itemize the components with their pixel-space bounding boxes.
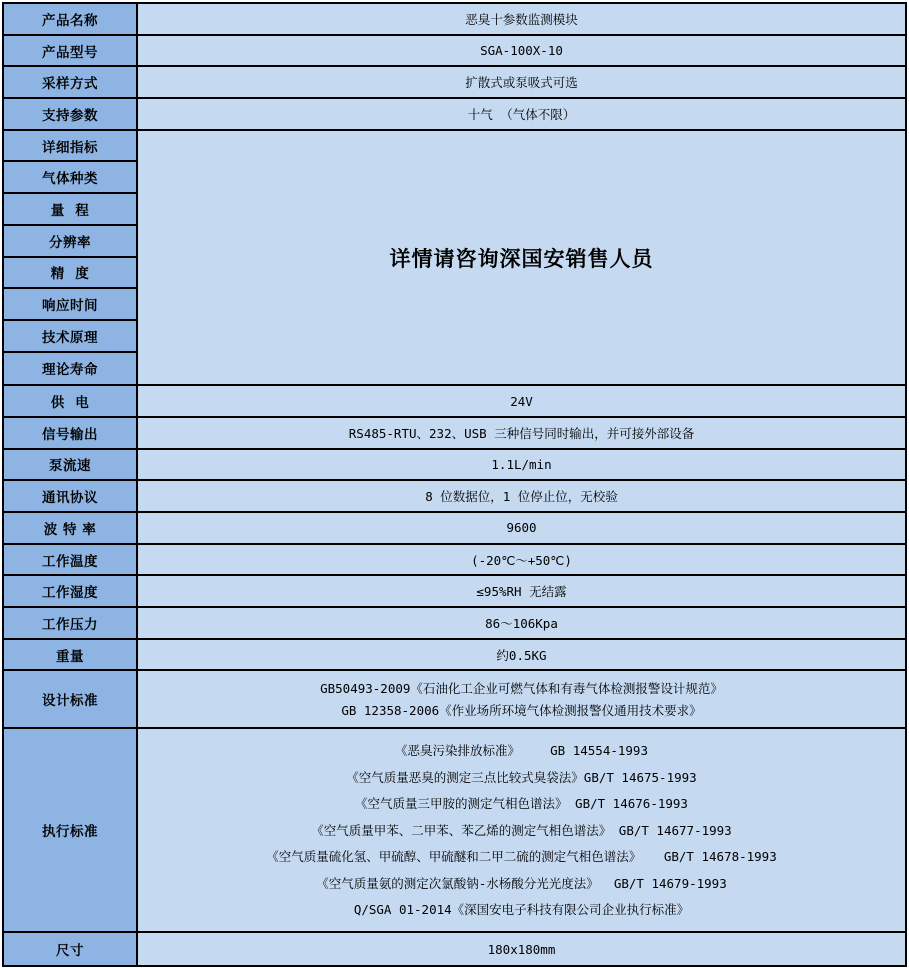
spec-label-merged-6: 技术原理	[4, 321, 136, 353]
spec-label-merged-0: 详细指标	[4, 131, 136, 163]
spec-value-product-name: 恶臭十参数监测模块	[138, 4, 905, 34]
spec-value-dimensions: 180x180mm	[138, 933, 905, 965]
spec-label-merged-1: 气体种类	[4, 162, 136, 194]
spec-value-product-model: SGA-100X-10	[138, 36, 905, 66]
spec-label-merged-2: 量 程	[4, 194, 136, 226]
spec-value-work-pressure: 86～106Kpa	[138, 608, 905, 638]
spec-label-work-temp: 工作温度	[4, 545, 138, 575]
spec-value-pump-flow: 1.1L/min	[138, 450, 905, 480]
spec-label-exec-standard: 执行标准	[4, 729, 138, 931]
spec-label-work-pressure: 工作压力	[4, 608, 138, 638]
standard-line: GB 12358-2006《作业场所环境气体检测报警仪通用技术要求》	[341, 702, 702, 718]
row-supported-params	[4, 99, 905, 131]
spec-label-pump-flow: 泵流速	[4, 450, 138, 480]
row-work-pressure	[4, 608, 905, 640]
spec-label-work-humidity: 工作湿度	[4, 576, 138, 606]
spec-label-dimensions: 尺寸	[4, 933, 138, 965]
spec-value-supported-params: 十气 （气体不限）	[138, 99, 905, 129]
row-sampling-method	[4, 67, 905, 99]
standard-line: GB50493-2009《石油化工企业可燃气体和有毒气体检测报警设计规范》	[320, 680, 723, 696]
standard-line: 《恶臭污染排放标准》 GB 14554-1993	[395, 743, 648, 759]
row-weight	[4, 640, 905, 672]
spec-value-weight: 约0.5KG	[138, 640, 905, 670]
spec-value-baud-rate: 9600	[138, 513, 905, 543]
row-work-humidity	[4, 576, 905, 608]
spec-value-signal-output: RS485-RTU、232、USB 三种信号同时输出，并可接外部设备	[138, 418, 905, 448]
spec-value-protocol: 8 位数据位，1 位停止位，无校验	[138, 481, 905, 511]
spec-label-merged-3: 分辨率	[4, 226, 136, 258]
spec-label-merged-4: 精 度	[4, 258, 136, 290]
row-dimensions	[4, 933, 905, 965]
standard-line: 《空气质量恶臭的测定三点比较式臭袋法》GB/T 14675-1993	[346, 769, 697, 785]
spec-label-baud-rate: 波 特 率	[4, 513, 138, 543]
spec-label-power-supply: 供 电	[4, 386, 138, 416]
spec-label-merged-7: 理论寿命	[4, 353, 136, 385]
spec-value-design-standard	[138, 671, 905, 727]
spec-label-merged-5: 响应时间	[4, 289, 136, 321]
spec-value-work-temp: (-20℃～+50℃)	[138, 545, 905, 575]
standard-line: 《空气质量甲苯、二甲苯、苯乙烯的测定气相色谱法》 GB/T 14677-1993	[311, 822, 732, 838]
product-spec-table	[2, 2, 907, 967]
spec-label-product-name: 产品名称	[4, 4, 138, 34]
spec-label-design-standard: 设计标准	[4, 671, 138, 727]
row-exec-standard	[4, 729, 905, 933]
spec-value-exec-standard	[138, 729, 905, 931]
row-power-supply	[4, 386, 905, 418]
standard-line: Q/SGA 01-2014《深国安电子科技有限公司企业执行标准》	[353, 902, 690, 917]
spec-label-signal-output: 信号输出	[4, 418, 138, 448]
row-signal-output	[4, 418, 905, 450]
spec-value-power-supply: 24V	[138, 386, 905, 416]
spec-label-protocol: 通讯协议	[4, 481, 138, 511]
spec-value-work-humidity: ≤95%RH 无结露	[138, 576, 905, 606]
standard-line: 《空气质量三甲胺的测定气相色谱法》 GB/T 14676-1993	[355, 796, 688, 812]
standard-line: 《空气质量硫化氢、甲硫醇、甲硫醚和二甲二硫的测定气相色谱法》 GB/T 14678-1993	[266, 849, 777, 865]
row-product-model	[4, 36, 905, 68]
merged-label-column	[4, 131, 138, 385]
spec-label-supported-params: 支持参数	[4, 99, 138, 129]
row-protocol	[4, 481, 905, 513]
row-design-standard	[4, 671, 905, 729]
spec-value-sampling-method: 扩散式或泵吸式可选	[138, 67, 905, 97]
standard-line: 《空气质量氨的测定次氯酸钠-水杨酸分光光度法》 GB/T 14679-1993	[316, 875, 727, 891]
row-baud-rate	[4, 513, 905, 545]
row-pump-flow	[4, 450, 905, 482]
row-product-name	[4, 4, 905, 36]
spec-label-sampling-method: 采样方式	[4, 67, 138, 97]
merged-detail-section	[4, 131, 905, 387]
merged-note: 详情请咨询深国安销售人员	[138, 131, 905, 385]
row-work-temp	[4, 545, 905, 577]
spec-label-weight: 重量	[4, 640, 138, 670]
spec-label-product-model: 产品型号	[4, 36, 138, 66]
